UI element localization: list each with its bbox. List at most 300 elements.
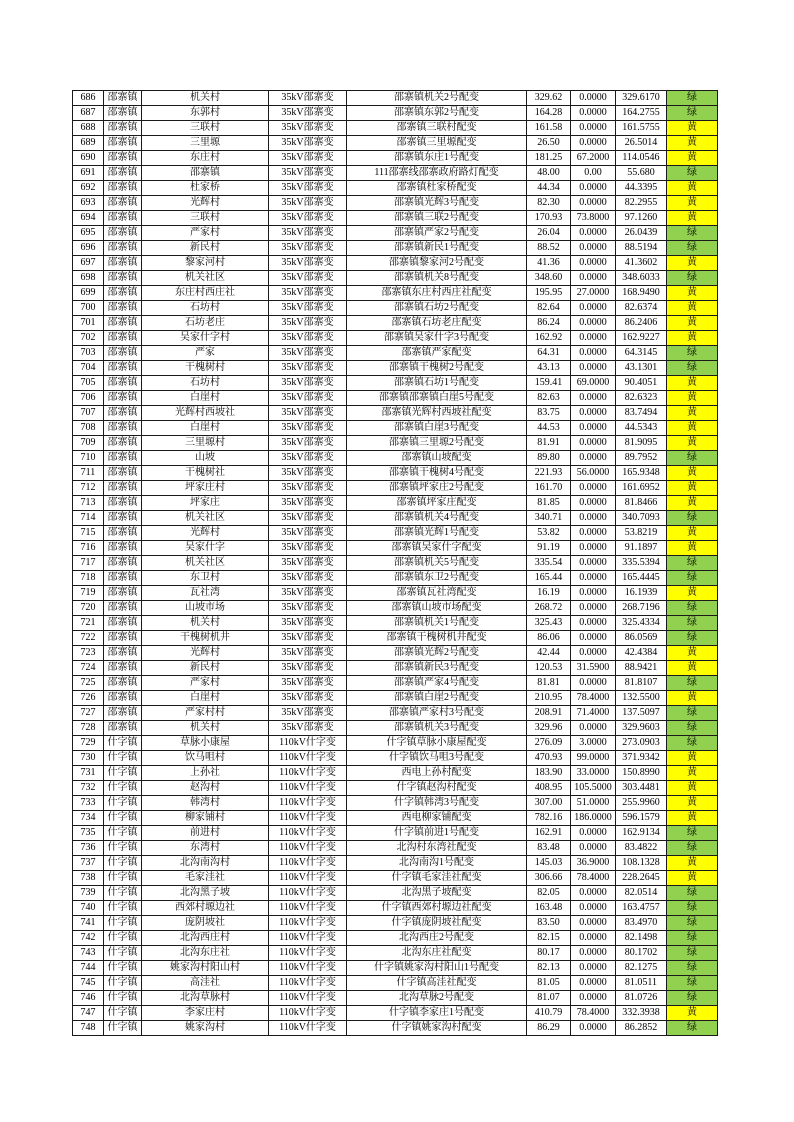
cell-village: 庞阴坡社 — [142, 916, 269, 931]
status-cell: 绿 — [667, 931, 718, 946]
cell-value-3: 26.5014 — [616, 136, 667, 151]
cell-value-3: 255.9960 — [616, 796, 667, 811]
status-cell: 绿 — [667, 241, 718, 256]
cell-village: 东湾村 — [142, 841, 269, 856]
cell-value-2: 0.0000 — [571, 556, 616, 571]
cell-serial: 696 — [73, 241, 104, 256]
table-row — [73, 286, 718, 301]
cell-serial: 742 — [73, 931, 104, 946]
table-row — [73, 391, 718, 406]
cell-town: 邵寨镇 — [104, 151, 142, 166]
cell-value-3: 596.1579 — [616, 811, 667, 826]
status-cell: 黄 — [667, 316, 718, 331]
table-row — [73, 841, 718, 856]
cell-value-2: 78.4000 — [571, 691, 616, 706]
cell-town: 什字镇 — [104, 736, 142, 751]
cell-value-2: 0.0000 — [571, 991, 616, 1006]
cell-transformer: 邵寨镇东庄村西庄社配变 — [347, 286, 527, 301]
cell-value-2: 0.0000 — [571, 106, 616, 121]
cell-substation: 110kV什字变 — [269, 871, 347, 886]
cell-village: 西郊村塬边社 — [142, 901, 269, 916]
cell-substation: 110kV什字变 — [269, 841, 347, 856]
cell-value-2: 0.0000 — [571, 346, 616, 361]
cell-value-3: 325.4334 — [616, 616, 667, 631]
cell-transformer: 邵寨镇吴家什字配变 — [347, 541, 527, 556]
table-row — [73, 676, 718, 691]
cell-town: 什字镇 — [104, 931, 142, 946]
status-cell: 黄 — [667, 496, 718, 511]
cell-transformer: 北沟东庄社配变 — [347, 946, 527, 961]
table-row — [73, 211, 718, 226]
cell-serial: 697 — [73, 256, 104, 271]
cell-transformer: 什字镇姚家沟村阳山1号配变 — [347, 961, 527, 976]
cell-town: 邵寨镇 — [104, 301, 142, 316]
cell-town: 邵寨镇 — [104, 121, 142, 136]
cell-substation: 35kV邵寨变 — [269, 511, 347, 526]
cell-value-3: 108.1328 — [616, 856, 667, 871]
cell-value-3: 42.4384 — [616, 646, 667, 661]
cell-value-3: 26.0439 — [616, 226, 667, 241]
cell-transformer: 邵寨镇石坊2号配变 — [347, 301, 527, 316]
cell-town: 邵寨镇 — [104, 391, 142, 406]
cell-substation: 35kV邵寨变 — [269, 481, 347, 496]
cell-town: 什字镇 — [104, 991, 142, 1006]
table-row — [73, 946, 718, 961]
cell-serial: 728 — [73, 721, 104, 736]
cell-substation: 110kV什字变 — [269, 946, 347, 961]
cell-village: 饮马咀村 — [142, 751, 269, 766]
cell-substation: 110kV什字变 — [269, 766, 347, 781]
cell-substation: 35kV邵寨变 — [269, 646, 347, 661]
table-row — [73, 856, 718, 871]
cell-transformer: 邵寨镇机关8号配变 — [347, 271, 527, 286]
cell-town: 邵寨镇 — [104, 271, 142, 286]
cell-town: 什字镇 — [104, 796, 142, 811]
cell-value-1: 410.79 — [527, 1006, 571, 1021]
cell-transformer: 邵寨镇坪家庄2号配变 — [347, 481, 527, 496]
table-row — [73, 961, 718, 976]
cell-substation: 110kV什字变 — [269, 976, 347, 991]
cell-serial: 708 — [73, 421, 104, 436]
cell-village: 姚家沟村阳山村 — [142, 961, 269, 976]
cell-value-2: 69.0000 — [571, 376, 616, 391]
status-cell: 绿 — [667, 601, 718, 616]
status-cell: 黄 — [667, 661, 718, 676]
cell-village: 吴家什字村 — [142, 331, 269, 346]
cell-value-2: 0.0000 — [571, 406, 616, 421]
cell-value-2: 33.0000 — [571, 766, 616, 781]
cell-value-3: 89.7952 — [616, 451, 667, 466]
cell-serial: 718 — [73, 571, 104, 586]
cell-substation: 35kV邵寨变 — [269, 346, 347, 361]
status-cell: 黄 — [667, 331, 718, 346]
cell-substation: 35kV邵寨变 — [269, 211, 347, 226]
cell-value-2: 56.0000 — [571, 466, 616, 481]
cell-village: 李家庄村 — [142, 1006, 269, 1021]
cell-value-3: 82.2955 — [616, 196, 667, 211]
cell-serial: 707 — [73, 406, 104, 421]
cell-village: 干槐树社 — [142, 466, 269, 481]
cell-town: 什字镇 — [104, 871, 142, 886]
cell-transformer: 邵寨镇机关2号配变 — [347, 91, 527, 106]
cell-transformer: 北沟黑子坡配变 — [347, 886, 527, 901]
cell-value-1: 329.96 — [527, 721, 571, 736]
cell-village: 白崖村 — [142, 391, 269, 406]
status-cell: 黄 — [667, 871, 718, 886]
cell-village: 机关社区 — [142, 271, 269, 286]
cell-substation: 35kV邵寨变 — [269, 436, 347, 451]
cell-village: 坪家庄村 — [142, 481, 269, 496]
cell-serial: 744 — [73, 961, 104, 976]
cell-value-2: 0.0000 — [571, 256, 616, 271]
table-row — [73, 646, 718, 661]
cell-village: 东庄村 — [142, 151, 269, 166]
cell-value-1: 162.92 — [527, 331, 571, 346]
cell-value-1: 195.95 — [527, 286, 571, 301]
cell-substation: 35kV邵寨变 — [269, 556, 347, 571]
cell-value-3: 44.3395 — [616, 181, 667, 196]
cell-town: 邵寨镇 — [104, 226, 142, 241]
cell-value-2: 73.8000 — [571, 211, 616, 226]
cell-village: 东庄村西庄社 — [142, 286, 269, 301]
cell-value-3: 83.4970 — [616, 916, 667, 931]
cell-town: 邵寨镇 — [104, 646, 142, 661]
cell-serial: 722 — [73, 631, 104, 646]
status-cell: 绿 — [667, 271, 718, 286]
cell-substation: 35kV邵寨变 — [269, 496, 347, 511]
cell-value-1: 329.62 — [527, 91, 571, 106]
table-row — [73, 376, 718, 391]
cell-town: 什字镇 — [104, 751, 142, 766]
cell-value-1: 348.60 — [527, 271, 571, 286]
cell-value-2: 0.0000 — [571, 976, 616, 991]
status-cell: 绿 — [667, 166, 718, 181]
cell-town: 什字镇 — [104, 781, 142, 796]
cell-substation: 110kV什字变 — [269, 886, 347, 901]
cell-substation: 35kV邵寨变 — [269, 631, 347, 646]
cell-value-3: 165.9348 — [616, 466, 667, 481]
cell-value-3: 161.6952 — [616, 481, 667, 496]
cell-transformer: 邵寨镇杜家桥配变 — [347, 181, 527, 196]
cell-value-1: 306.66 — [527, 871, 571, 886]
cell-serial: 731 — [73, 766, 104, 781]
cell-town: 邵寨镇 — [104, 706, 142, 721]
cell-substation: 35kV邵寨变 — [269, 406, 347, 421]
cell-substation: 110kV什字变 — [269, 931, 347, 946]
cell-substation: 35kV邵寨变 — [269, 391, 347, 406]
cell-value-2: 0.0000 — [571, 721, 616, 736]
cell-value-2: 0.0000 — [571, 436, 616, 451]
status-cell: 绿 — [667, 886, 718, 901]
table-row — [73, 316, 718, 331]
cell-serial: 690 — [73, 151, 104, 166]
status-cell: 黄 — [667, 646, 718, 661]
cell-town: 邵寨镇 — [104, 586, 142, 601]
cell-transformer: 什字镇李家庄1号配变 — [347, 1006, 527, 1021]
status-cell: 绿 — [667, 106, 718, 121]
cell-village: 机关村 — [142, 616, 269, 631]
cell-value-1: 91.19 — [527, 541, 571, 556]
status-cell: 黄 — [667, 691, 718, 706]
cell-value-2: 105.5000 — [571, 781, 616, 796]
cell-value-1: 86.24 — [527, 316, 571, 331]
cell-village: 光辉村 — [142, 196, 269, 211]
cell-serial: 714 — [73, 511, 104, 526]
cell-town: 邵寨镇 — [104, 511, 142, 526]
cell-value-1: 48.00 — [527, 166, 571, 181]
status-cell: 黄 — [667, 856, 718, 871]
cell-town: 邵寨镇 — [104, 721, 142, 736]
cell-value-1: 208.91 — [527, 706, 571, 721]
cell-village: 草脉小康屋 — [142, 736, 269, 751]
cell-village: 三联村 — [142, 121, 269, 136]
cell-value-3: 55.680 — [616, 166, 667, 181]
cell-transformer: 西电上孙村配变 — [347, 766, 527, 781]
cell-village: 山坡市场 — [142, 601, 269, 616]
cell-serial: 691 — [73, 166, 104, 181]
cell-transformer: 什字镇庞阴坡社配变 — [347, 916, 527, 931]
cell-village: 光辉村西坡社 — [142, 406, 269, 421]
table-row — [73, 181, 718, 196]
cell-substation: 35kV邵寨变 — [269, 331, 347, 346]
cell-serial: 700 — [73, 301, 104, 316]
cell-value-2: 0.0000 — [571, 91, 616, 106]
cell-substation: 35kV邵寨变 — [269, 271, 347, 286]
cell-value-3: 86.2406 — [616, 316, 667, 331]
cell-value-2: 0.0000 — [571, 361, 616, 376]
cell-village: 石坊老庄 — [142, 316, 269, 331]
cell-village: 北沟东庄社 — [142, 946, 269, 961]
cell-value-2: 0.0000 — [571, 481, 616, 496]
cell-substation: 110kV什字变 — [269, 916, 347, 931]
cell-substation: 110kV什字变 — [269, 901, 347, 916]
cell-value-2: 71.4000 — [571, 706, 616, 721]
cell-value-2: 78.4000 — [571, 1006, 616, 1021]
status-cell: 绿 — [667, 991, 718, 1006]
table-row — [73, 496, 718, 511]
cell-value-2: 0.0000 — [571, 616, 616, 631]
cell-value-1: 210.95 — [527, 691, 571, 706]
cell-transformer: 什字镇毛家洼社配变 — [347, 871, 527, 886]
cell-village: 干槐树村 — [142, 361, 269, 376]
cell-value-3: 81.0511 — [616, 976, 667, 991]
cell-value-2: 0.0000 — [571, 301, 616, 316]
cell-town: 邵寨镇 — [104, 436, 142, 451]
cell-town: 什字镇 — [104, 826, 142, 841]
cell-serial: 686 — [73, 91, 104, 106]
cell-value-2: 0.0000 — [571, 1021, 616, 1036]
cell-serial: 710 — [73, 451, 104, 466]
table-row — [73, 421, 718, 436]
table-row — [73, 481, 718, 496]
cell-value-2: 36.9000 — [571, 856, 616, 871]
cell-value-1: 120.53 — [527, 661, 571, 676]
cell-serial: 711 — [73, 466, 104, 481]
cell-serial: 727 — [73, 706, 104, 721]
cell-transformer: 邵寨镇机关4号配变 — [347, 511, 527, 526]
cell-town: 邵寨镇 — [104, 91, 142, 106]
cell-value-2: 0.0000 — [571, 946, 616, 961]
cell-value-2: 0.0000 — [571, 631, 616, 646]
cell-transformer: 什字镇草脉小康屋配变 — [347, 736, 527, 751]
cell-value-1: 44.34 — [527, 181, 571, 196]
status-cell: 绿 — [667, 91, 718, 106]
cell-serial: 715 — [73, 526, 104, 541]
status-cell: 绿 — [667, 511, 718, 526]
status-cell: 黄 — [667, 541, 718, 556]
cell-transformer: 什字镇姚家沟村配变 — [347, 1021, 527, 1036]
cell-serial: 699 — [73, 286, 104, 301]
status-cell: 绿 — [667, 721, 718, 736]
cell-value-3: 88.5194 — [616, 241, 667, 256]
cell-town: 什字镇 — [104, 766, 142, 781]
status-cell: 黄 — [667, 391, 718, 406]
cell-village: 山坡 — [142, 451, 269, 466]
cell-transformer: 邵寨镇光辉2号配变 — [347, 646, 527, 661]
cell-village: 坪家庄 — [142, 496, 269, 511]
cell-value-1: 159.41 — [527, 376, 571, 391]
cell-serial: 717 — [73, 556, 104, 571]
cell-transformer: 邵寨镇机关5号配变 — [347, 556, 527, 571]
cell-transformer: 邵寨镇新民1号配变 — [347, 241, 527, 256]
cell-village: 严家村村 — [142, 706, 269, 721]
table-row — [73, 271, 718, 286]
cell-substation: 35kV邵寨变 — [269, 616, 347, 631]
status-cell: 黄 — [667, 196, 718, 211]
cell-serial: 734 — [73, 811, 104, 826]
cell-transformer: 什字镇韩湾3号配变 — [347, 796, 527, 811]
cell-substation: 35kV邵寨变 — [269, 166, 347, 181]
cell-value-1: 81.05 — [527, 976, 571, 991]
table-row — [73, 976, 718, 991]
cell-town: 邵寨镇 — [104, 106, 142, 121]
cell-substation: 110kV什字变 — [269, 1021, 347, 1036]
cell-serial: 712 — [73, 481, 104, 496]
cell-serial: 694 — [73, 211, 104, 226]
cell-value-2: 0.0000 — [571, 676, 616, 691]
cell-village: 柳家铺村 — [142, 811, 269, 826]
cell-value-1: 26.04 — [527, 226, 571, 241]
cell-transformer: 什字镇前进1号配变 — [347, 826, 527, 841]
status-cell: 绿 — [667, 571, 718, 586]
cell-village: 前进村 — [142, 826, 269, 841]
cell-town: 邵寨镇 — [104, 421, 142, 436]
cell-town: 什字镇 — [104, 886, 142, 901]
cell-transformer: 邵寨镇光辉村西坡社配变 — [347, 406, 527, 421]
status-cell: 黄 — [667, 121, 718, 136]
table-body — [73, 91, 718, 1036]
cell-transformer: 什字镇西郊村塬边社配变 — [347, 901, 527, 916]
table-row — [73, 616, 718, 631]
status-cell: 黄 — [667, 436, 718, 451]
cell-value-1: 83.75 — [527, 406, 571, 421]
status-cell: 黄 — [667, 811, 718, 826]
cell-substation: 35kV邵寨变 — [269, 376, 347, 391]
cell-serial: 732 — [73, 781, 104, 796]
cell-town: 邵寨镇 — [104, 691, 142, 706]
status-cell: 黄 — [667, 301, 718, 316]
cell-value-2: 0.00 — [571, 166, 616, 181]
cell-value-1: 335.54 — [527, 556, 571, 571]
status-cell: 绿 — [667, 826, 718, 841]
status-cell: 绿 — [667, 676, 718, 691]
cell-transformer: 邵寨镇三联村配变 — [347, 121, 527, 136]
table-row — [73, 466, 718, 481]
cell-serial: 720 — [73, 601, 104, 616]
cell-transformer: 邵寨镇黎家河2号配变 — [347, 256, 527, 271]
cell-value-2: 0.0000 — [571, 601, 616, 616]
cell-village: 白崖村 — [142, 421, 269, 436]
cell-value-1: 82.30 — [527, 196, 571, 211]
cell-value-2: 0.0000 — [571, 241, 616, 256]
cell-serial: 747 — [73, 1006, 104, 1021]
cell-value-2: 27.0000 — [571, 286, 616, 301]
cell-town: 什字镇 — [104, 901, 142, 916]
cell-village: 严家村 — [142, 676, 269, 691]
table-row — [73, 826, 718, 841]
table-row — [73, 751, 718, 766]
cell-value-3: 82.0514 — [616, 886, 667, 901]
table-row — [73, 901, 718, 916]
cell-serial: 738 — [73, 871, 104, 886]
cell-serial: 693 — [73, 196, 104, 211]
table-row — [73, 1021, 718, 1036]
cell-substation: 35kV邵寨变 — [269, 106, 347, 121]
cell-value-3: 340.7093 — [616, 511, 667, 526]
cell-village: 光辉村 — [142, 646, 269, 661]
table-row — [73, 991, 718, 1006]
cell-value-2: 0.0000 — [571, 421, 616, 436]
cell-value-1: 64.31 — [527, 346, 571, 361]
cell-serial: 748 — [73, 1021, 104, 1036]
table-row — [73, 151, 718, 166]
cell-value-2: 0.0000 — [571, 586, 616, 601]
cell-transformer: 邵寨镇东郭2号配变 — [347, 106, 527, 121]
cell-transformer: 北沟村东湾社配变 — [347, 841, 527, 856]
cell-value-2: 51.0000 — [571, 796, 616, 811]
table-row — [73, 781, 718, 796]
cell-town: 邵寨镇 — [104, 616, 142, 631]
cell-town: 邵寨镇 — [104, 196, 142, 211]
cell-village: 北沟草脉村 — [142, 991, 269, 1006]
transformer-load-table — [72, 90, 718, 1036]
cell-value-3: 114.0546 — [616, 151, 667, 166]
cell-transformer: 邵寨镇白崖3号配变 — [347, 421, 527, 436]
cell-value-2: 0.0000 — [571, 931, 616, 946]
table-row — [73, 931, 718, 946]
table-row — [73, 691, 718, 706]
cell-substation: 35kV邵寨变 — [269, 706, 347, 721]
cell-substation: 35kV邵寨变 — [269, 601, 347, 616]
cell-transformer: 西电柳家铺配变 — [347, 811, 527, 826]
cell-transformer: 邵寨镇坪家庄配变 — [347, 496, 527, 511]
table-row — [73, 766, 718, 781]
status-cell: 黄 — [667, 211, 718, 226]
cell-value-1: 82.63 — [527, 391, 571, 406]
cell-transformer: 邵寨镇新民3号配变 — [347, 661, 527, 676]
cell-village: 东卫村 — [142, 571, 269, 586]
cell-value-2: 0.0000 — [571, 646, 616, 661]
status-cell: 绿 — [667, 361, 718, 376]
cell-value-2: 0.0000 — [571, 271, 616, 286]
cell-value-3: 82.6374 — [616, 301, 667, 316]
table-row — [73, 736, 718, 751]
cell-serial: 735 — [73, 826, 104, 841]
cell-serial: 704 — [73, 361, 104, 376]
cell-value-3: 86.2852 — [616, 1021, 667, 1036]
cell-village: 瓦社湾 — [142, 586, 269, 601]
table-row — [73, 871, 718, 886]
